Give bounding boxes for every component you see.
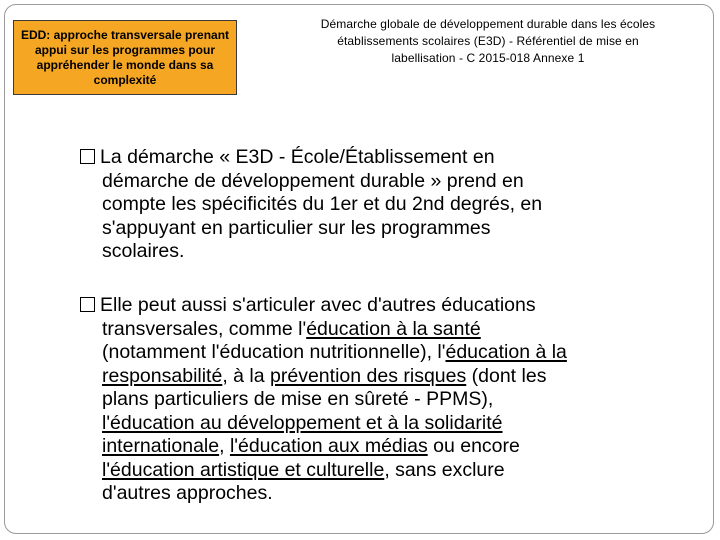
text-segment: (notamment l'éducation nutritionnelle), l' [102, 341, 446, 363]
text-segment: , à la [222, 364, 271, 387]
bullet-line [80, 459, 680, 483]
bullet-line: démarche de développement durable » prend en [102, 169, 524, 192]
underlined-term: éducation à la [445, 341, 567, 363]
bullet-text: La démarche « E3D - École/Établissement en [100, 146, 495, 168]
underlined-term: prévention des risques [270, 364, 467, 387]
checkbox-icon [80, 149, 95, 164]
underlined-term: l'éducation aux médias [229, 435, 428, 457]
bullet-line: plans particuliers de mise en sûreté - PPMS), [102, 388, 494, 410]
text-segment: (dont les [466, 364, 547, 387]
badge-text: EDD: approche transversale prenant appui sur les programmes pour appréhender le monde dans sa complexité [20, 27, 230, 87]
underlined-term: internationale [102, 435, 220, 457]
bullet-line: compte les spécificités du 1er et du 2nd degrés, en [102, 193, 543, 215]
bullet-line [80, 435, 680, 459]
bullet-line: scolaires. [102, 240, 185, 262]
underlined-term: responsabilité [102, 364, 223, 387]
bullet-line [80, 146, 680, 170]
bullet-line [80, 412, 680, 436]
bullet-e3d [80, 146, 680, 264]
bullet-line: s'appuyant en particulier sur les programmes [102, 216, 491, 239]
bullet-line [80, 294, 680, 318]
bullet-line [80, 365, 680, 389]
underlined-term: l'éducation artistique et culturelle [102, 458, 385, 481]
underlined-term: l'éducation au développement et à la solidarité [102, 411, 503, 434]
subtitle-line-1: Démarche globale de développement durable dans les écoles [320, 17, 656, 31]
bullet-line: d'autres approches. [102, 482, 273, 504]
bullet-line [80, 341, 680, 365]
header-badge [13, 20, 237, 95]
bullet-educations [80, 294, 680, 506]
bullet-line [80, 318, 680, 342]
page-subtitle [278, 16, 698, 67]
subtitle-line-2: établissements scolaires (E3D) - Référentiel de mise en [337, 34, 639, 48]
bullet-text: Elle peut aussi s'articuler avec d'autres éducations [100, 294, 536, 316]
text-segment: ou encore [427, 435, 520, 457]
text-segment: transversales, comme l' [102, 317, 307, 340]
checkbox-icon [80, 297, 95, 312]
underlined-term: éducation à la santé [306, 317, 481, 340]
subtitle-line-3: labellisation - C 2015-018 Annexe 1 [391, 51, 585, 65]
text-segment: , sans exclure [384, 458, 505, 481]
text-segment: , [219, 435, 230, 457]
